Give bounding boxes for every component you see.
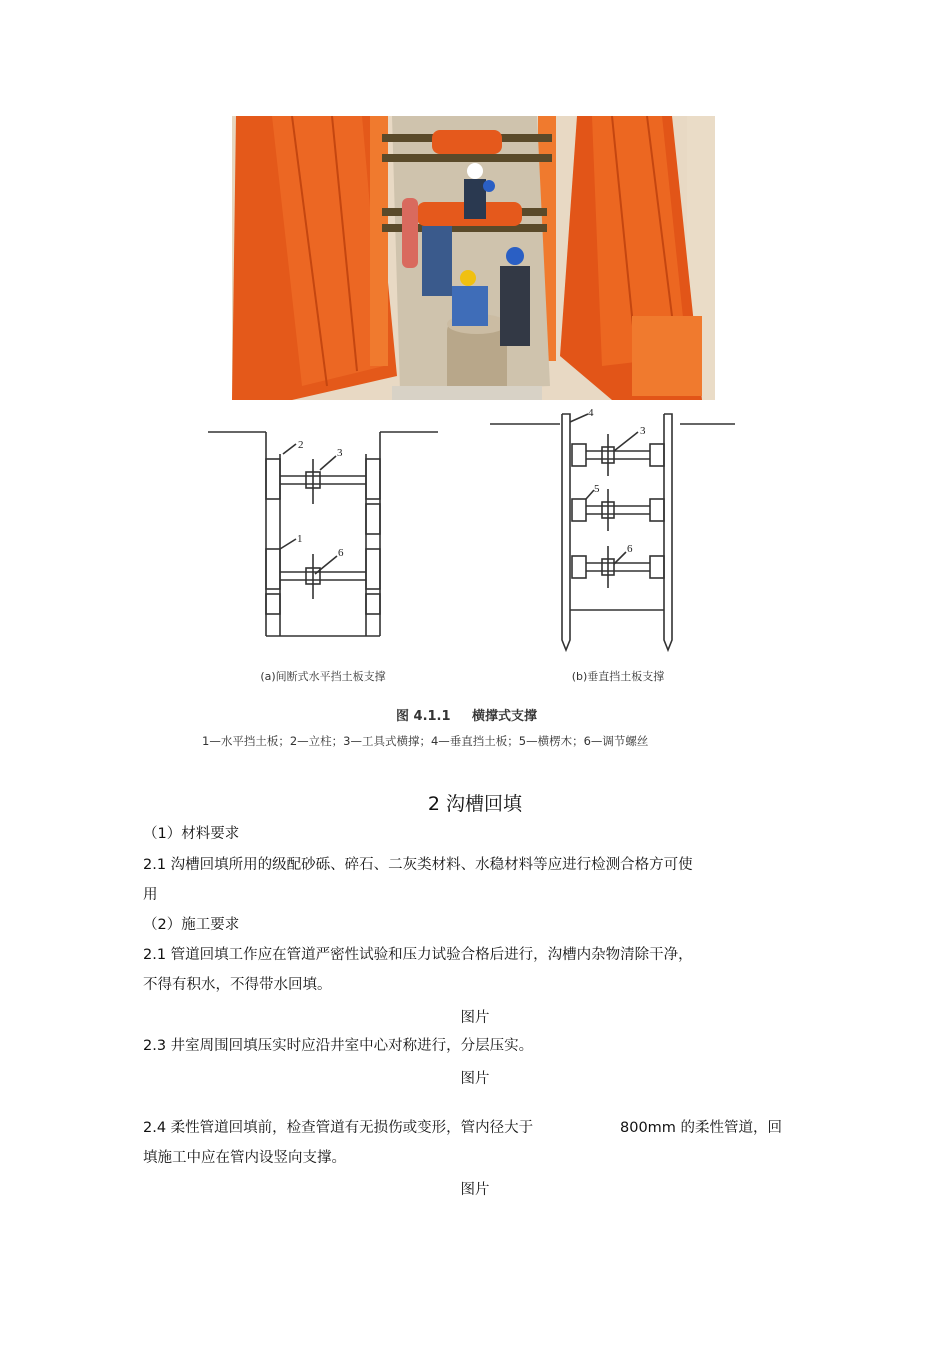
label-b-6: 6 [627,543,633,555]
shoring-diagram [200,404,760,756]
figure-title: 横撑式支撑 [472,709,538,724]
image-placeholder-3: 图片 [460,1182,490,1198]
label-b-4: 4 [588,407,594,419]
label-a-1: 1 [297,533,303,545]
paragraph-2-1b-line1: 2.1 管道回填工作应在管道严密性试验和压力试验合格后进行，沟槽内杂物清除干净， [143,947,693,963]
label-a-3: 3 [337,447,343,459]
label-b-5: 5 [594,483,600,495]
caption-b: (b)垂直挡土板支撑 [571,670,665,683]
paragraph-2-4-line1-a: 2.4 柔性管道回填前，检查管道有无损伤或变形，管内径大于 [143,1120,534,1136]
image-placeholder-1: 图片 [460,1010,490,1026]
paragraph-2-1a-line2: 用 [143,887,158,903]
figure-legend: 1—水平挡土板；2—立柱；3—工具式横撑；4—垂直挡土板；5—横楞木；6—调节螺丝 [202,734,649,748]
label-a-6: 6 [338,547,344,559]
image-placeholder-2: 图片 [460,1071,490,1087]
paragraph-2-4-line1-b: 800mm 的柔性管道，回 [620,1120,783,1136]
material-heading: （1）材料要求 [143,826,240,842]
figure-number: 图 4.1.1 [396,709,451,724]
paragraph-2-1b-line2: 不得有积水，不得带水回填。 [143,977,332,993]
paragraph-2-1a-line1: 2.1 沟槽回填所用的级配砂砾、碎石、二灰类材料、水稳材料等应进行检测合格方可使 [143,857,693,873]
caption-a: (a)间断式水平挡土板支撑 [260,670,386,683]
label-b-3: 3 [640,425,646,437]
paragraph-2-4-line2: 填施工中应在管内设竖向支撑。 [143,1150,346,1166]
section-title: 2 沟槽回填 [427,793,523,815]
construction-heading: （2）施工要求 [143,917,240,933]
paragraph-2-3: 2.3 井室周围回填压实时应沿井室中心对称进行，分层压实。 [143,1038,534,1054]
diagram-b [490,414,735,650]
trench-shoring-photo [232,116,715,400]
label-a-2: 2 [298,439,304,451]
diagram-a [208,432,438,636]
